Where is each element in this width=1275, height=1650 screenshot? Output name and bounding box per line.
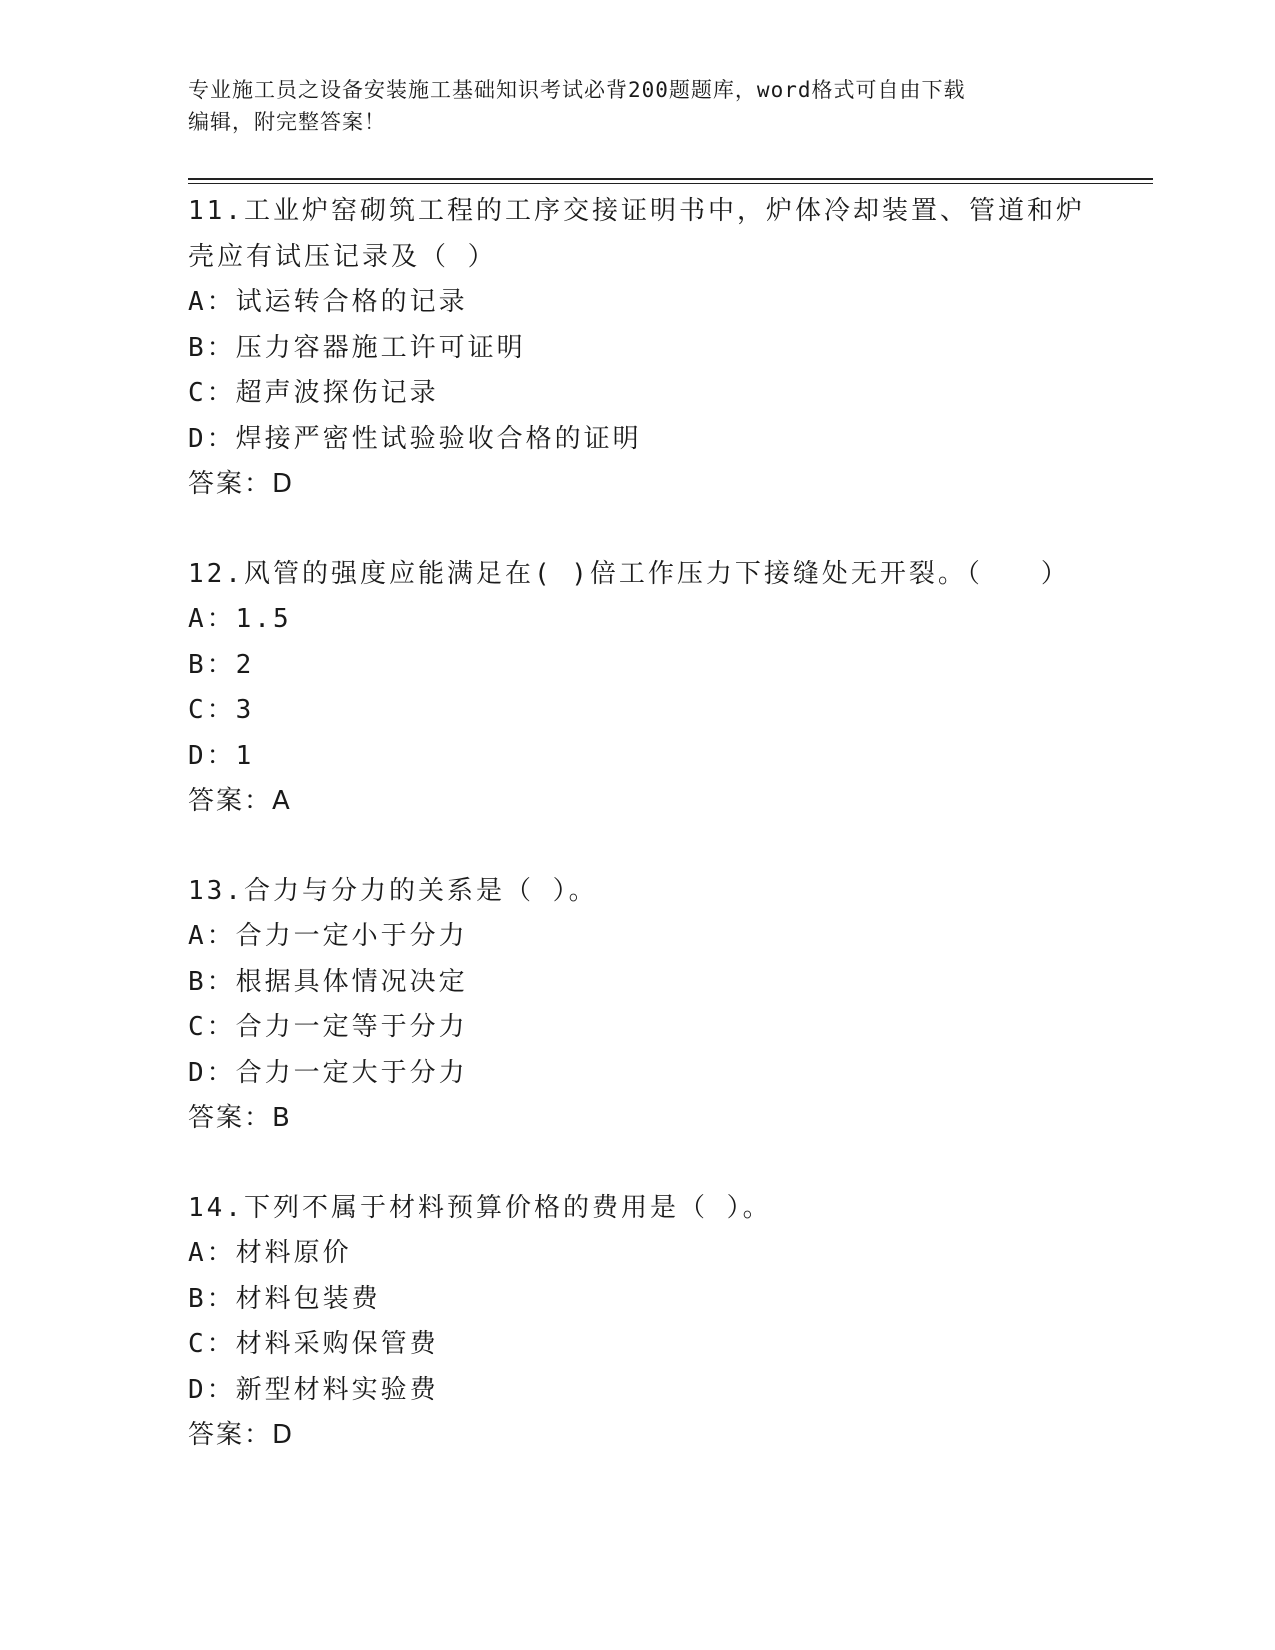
question-11	[188, 189, 1153, 508]
option-d: D：1	[188, 740, 255, 771]
option-c: C：材料采购保管费	[188, 1329, 439, 1359]
option-d: D：新型材料实验费	[188, 1374, 439, 1405]
option-d: D：焊接严密性试验验收合格的证明	[188, 423, 642, 454]
answer: 答案：B	[188, 1103, 292, 1133]
header-line-1: 专业施工员之设备安装施工基础知识考试必背200题题库，word格式可自由下载	[188, 78, 966, 102]
option-b: B：2	[188, 649, 255, 680]
question-13	[188, 869, 1153, 1142]
document-header	[188, 74, 1068, 138]
question-stem: 14.下列不属于材料预算价格的费用是（ ）。	[188, 1192, 772, 1223]
answer: 答案：D	[188, 1420, 295, 1450]
answer: 答案：A	[188, 786, 292, 816]
question-14	[188, 1186, 1153, 1459]
option-a: A：材料原价	[188, 1238, 352, 1268]
option-b: B：根据具体情况决定	[188, 966, 468, 997]
option-b: B：压力容器施工许可证明	[188, 332, 526, 363]
option-a: A：合力一定小于分力	[188, 921, 468, 951]
option-d: D：合力一定大于分力	[188, 1057, 468, 1088]
question-stem: 12.风管的强度应能满足在( )倍工作压力下接缝处无开裂。（ ）	[188, 558, 1070, 589]
question-12	[188, 552, 1153, 825]
option-a: A：1.5	[188, 604, 292, 634]
header-divider	[188, 178, 1153, 184]
option-c: C：3	[188, 695, 255, 725]
option-b: B：材料包装费	[188, 1283, 381, 1314]
question-stem: 13.合力与分力的关系是（ ）。	[188, 875, 598, 906]
question-stem: 11.工业炉窑砌筑工程的工序交接证明书中，炉体冷却装置、管道和炉壳应有试压记录及（ ）	[188, 196, 1085, 272]
option-c: C：合力一定等于分力	[188, 1012, 468, 1042]
option-a: A：试运转合格的记录	[188, 287, 468, 317]
question-list	[188, 189, 1153, 1503]
option-c: C：超声波探伤记录	[188, 378, 439, 408]
header-line-2: 编辑，附完整答案！	[188, 110, 386, 134]
answer: 答案：D	[188, 469, 295, 499]
